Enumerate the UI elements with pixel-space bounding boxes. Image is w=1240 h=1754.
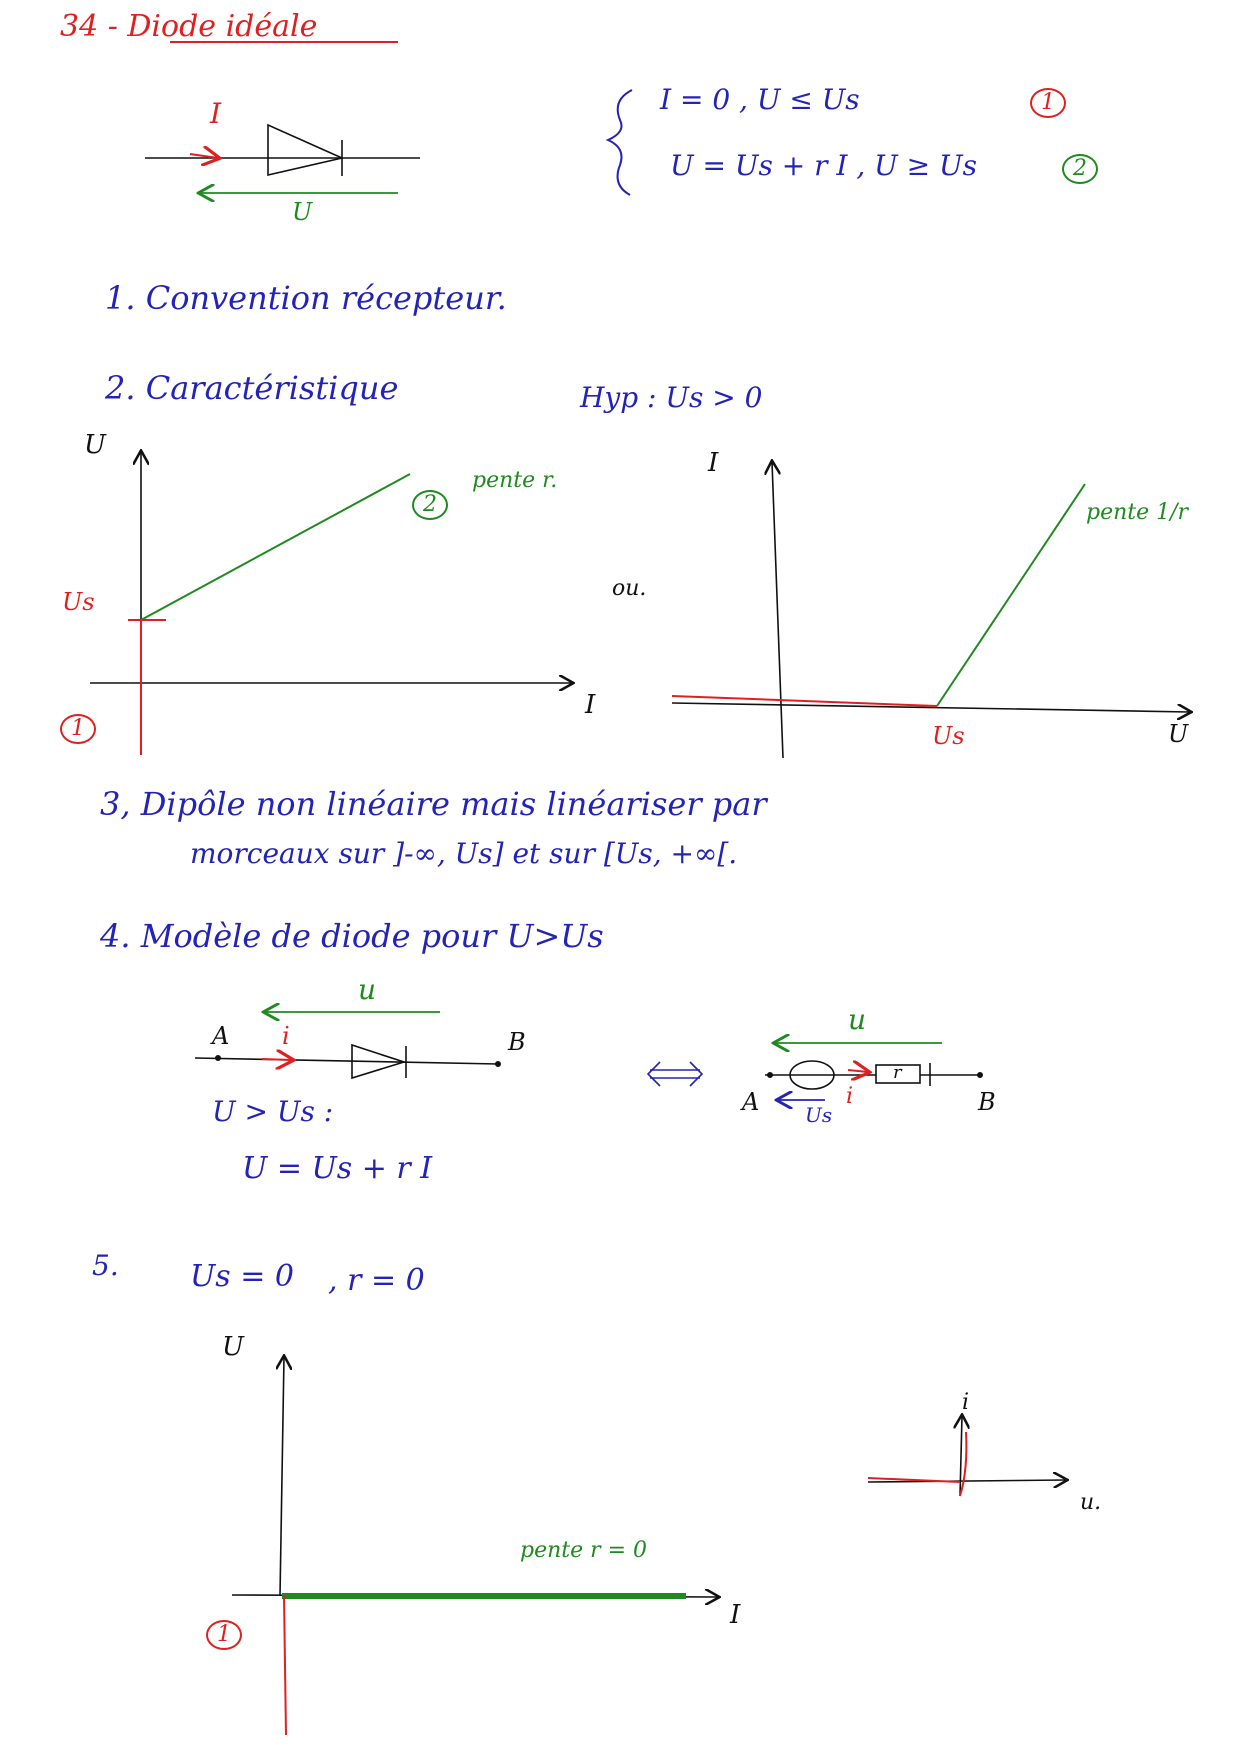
graph5-right <box>868 1416 1066 1496</box>
voltage-label-top: U <box>292 198 313 226</box>
diode-circuit-left <box>195 1012 501 1078</box>
page-title: 34 - Diode idéale <box>60 9 318 44</box>
equivalent-resistor-label: r <box>893 1062 902 1083</box>
section4-condition: U > Us : <box>212 1095 334 1128</box>
diode-current-label: i <box>282 1022 290 1050</box>
graph5-left-slope-label: pente r = 0 <box>520 1538 648 1563</box>
equivalence-arrow <box>648 1062 702 1086</box>
diode-node-a: A <box>212 1022 230 1050</box>
section2-hypothesis: Hyp : Us > 0 <box>580 381 763 414</box>
equivalent-current-label: i <box>846 1084 854 1109</box>
diode-symbol-top <box>145 125 420 193</box>
equivalent-voltage-label: u <box>848 1003 867 1036</box>
section4-equation: U = Us + r I <box>242 1151 433 1186</box>
equation-2-tag: 2 <box>1062 154 1098 184</box>
graph5-right-y-axis-label: i <box>962 1390 970 1415</box>
section2-title: 2. Caractéristique <box>105 369 399 407</box>
graph5-left-y-axis-label: U <box>222 1332 244 1362</box>
equivalent-node-b: B <box>978 1088 996 1116</box>
equivalent-circuit <box>765 1043 983 1100</box>
current-label-top: I <box>210 97 222 130</box>
graph2-left-x-axis-label: I <box>585 690 596 720</box>
diode-node-b: B <box>508 1028 526 1056</box>
section1-text: 1. Convention récepteur. <box>105 279 507 317</box>
section3-line1: 3, Dipôle non linéaire mais linéariser par <box>100 785 767 823</box>
section5-condition-us: Us = 0 <box>190 1259 294 1294</box>
graph5-left-branch1-tag: 1 <box>206 1620 242 1650</box>
equivalent-source-label: Us <box>805 1103 833 1127</box>
graph2-left-branch1-tag: 1 <box>60 714 96 744</box>
graph2-right-us-label: Us <box>932 722 965 750</box>
section3-line2: morceaux sur ]-∞, Us] et sur [Us, +∞[. <box>190 837 738 870</box>
system-brace <box>608 90 632 195</box>
section4-title: 4. Modèle de diode pour U>Us <box>100 917 604 955</box>
graph2-left-us-label: Us <box>62 588 95 616</box>
graph2-left-branch2-tag: 2 <box>412 490 448 520</box>
graph2-left <box>90 452 572 755</box>
section5-title: 5. <box>92 1249 119 1282</box>
section5-condition-r: , r = 0 <box>328 1263 425 1298</box>
equation-1-tag: 1 <box>1030 88 1066 118</box>
graph2-left-slope-label: pente r. <box>472 468 558 493</box>
diode-voltage-label: u <box>358 973 377 1006</box>
graph5-right-x-axis-label: u. <box>1080 1490 1102 1515</box>
graph2-left-y-axis-label: U <box>84 430 106 460</box>
or-label: ou. <box>612 576 647 601</box>
system-equation-2: U = Us + r I , U ≥ Us <box>670 149 977 182</box>
graph2-right-y-axis-label: I <box>708 448 719 478</box>
graph2-right-slope-label: pente 1/r <box>1086 500 1189 525</box>
system-equation-1: I = 0 , U ≤ Us <box>660 83 860 116</box>
equivalent-node-a: A <box>742 1088 760 1116</box>
graph2-right-x-axis-label: U <box>1168 720 1189 748</box>
graph5-left-x-axis-label: I <box>730 1600 741 1630</box>
